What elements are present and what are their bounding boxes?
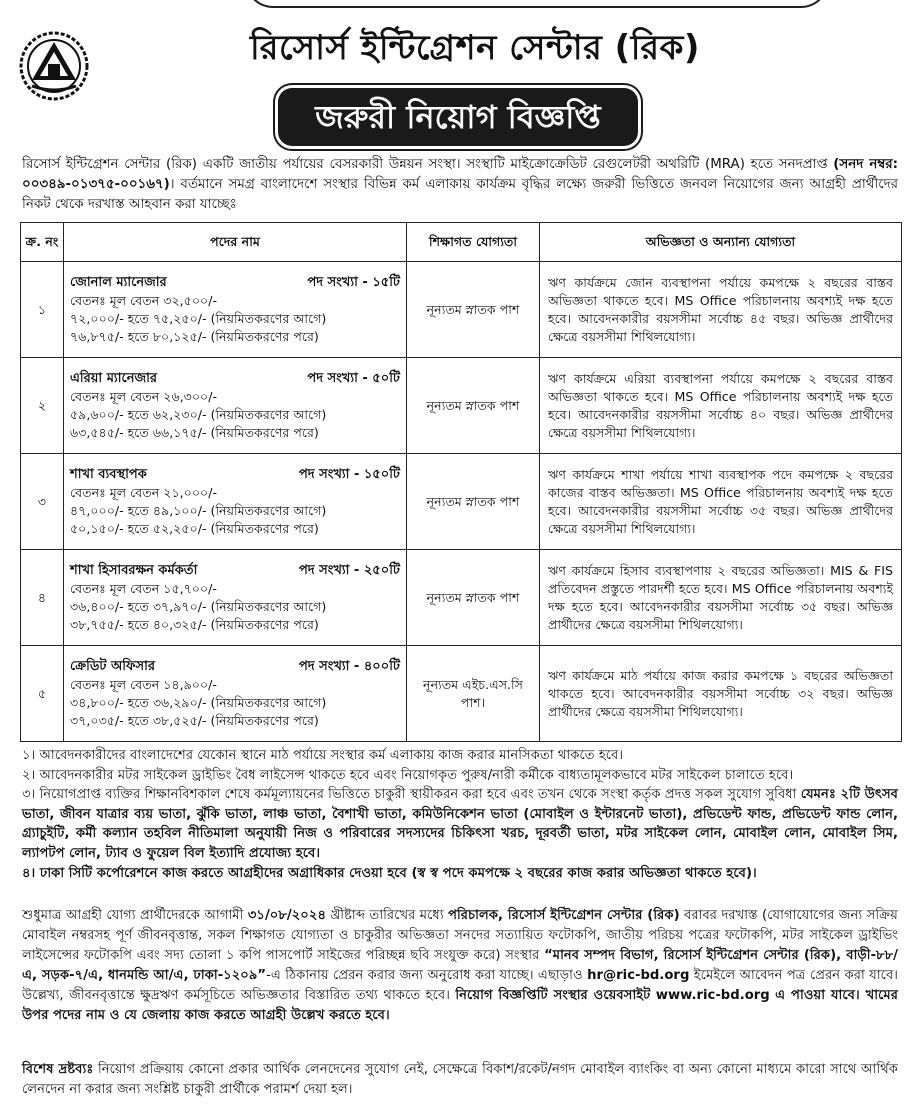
recipient: পরিচালক, রিসোর্স ইন্টিগ্রেশন সেন্টার (রিক) <box>448 908 680 923</box>
row-experience: ঋণ কার্যক্রমে শাখা পর্যায়ে শাখা ব্যবস্থাপক পদে কমপক্ষে ২ বছরের কাজের বাস্তব অভিজ্ঞতা। MS Office পরিচালনায় অবশ্যই দক্ষ হতে হবে। আবেদনকারীর বয়সসীমা সর্বোচ্চ ৩৫ বছর। অভিজ্ঞ প্রার্থীদের ক্ষেত্রে বয়সসীমা শিথিলযোগ্য। <box>540 454 902 550</box>
row-experience: ঋণ কার্যক্রমে এরিয়া ব্যবস্থাপনা পর্যায়ে কমপক্ষে ২ বছরের বাস্তব অভিজ্ঞতা থাকতে হবে। MS Office পরিচালনায় অবশ্যই দক্ষ হতে হবে। আবেদনকারীর বয়সসীমা সর্বোচ্চ ৪০ বছর। অভিজ্ঞ প্রার্থীদের ক্ষেত্রে বয়সসীমা শিথিলযোগ্য। <box>540 358 902 454</box>
row-education: নূন্যতম স্নাতক পাশ <box>407 550 540 646</box>
registration-number: (সনদ নম্বর: ০০৩৪৯-০১৩৭৫-০০১৬৭) <box>22 157 898 192</box>
row-serial: ৫ <box>21 646 64 742</box>
apply-text-bold: নিয়োগ বিজ্ঞপ্তিটি সংস্থার ওয়েবসাইট <box>455 988 651 1003</box>
apply-text: ইমেইলে আবেদন পত্র প্রেরন করা যাবে। উল্লেখ্য, জীবনবৃত্তান্তে ক্ষুদ্রঋণ কর্মসূচিতে অভিজ্ঞতার বিস্তারিত তথ্য থাকতে হবে। <box>22 968 898 1003</box>
post-count: পদ সংখ্যা - ৪০০টি <box>298 658 400 674</box>
row-experience: ঋণ কার্যক্রমে মাঠ পর্যায়ে কাজ করার কমপক্ষে ১ বছরের অভিজ্ঞতা থাকতে হবে। আবেদনকারীর বয়সসীমা সর্বোচ্চ ৩২ বছর। অভিজ্ঞ প্রার্থীদের ক্ষেত্রে বয়সসীমা শিথিলযোগ্য। <box>540 646 902 742</box>
condition-3-text: ৩। নিয়োগপ্রাপ্ত ব্যক্তির শিক্ষানবিশকাল শেষে কর্মমূল্যায়নের ভিত্তিতে চাকুরী স্থায়ীকরন করা হবে এবং তখন থেকে সংস্থা কর্তৃক প্রদত্ত সকল সুযোগ সুবিধা <box>22 787 797 803</box>
apply-text-bold: এ পাওয়া যাবে। খামের উপর পদের নাম ও যে জেলায় কাজ করতে আগ্রহী উল্লেখ করতে হবে। <box>22 988 898 1023</box>
special-note <box>22 1060 898 1100</box>
row-education: নূন্যতম এইচ.এস.সি পাশ। <box>407 646 540 742</box>
salary-before-regular: ৭২,০০০/- হতে ৭৫,২৫০/- (নিয়মিতকরণের আগে) <box>70 310 327 326</box>
row-serial: ৩ <box>21 454 64 550</box>
header-serial: ক্র. নং <box>21 223 64 262</box>
row-serial: ৪ <box>21 550 64 646</box>
organization-logo-icon <box>18 30 90 102</box>
post-count: পদ সংখ্যা - ১৫০টি <box>298 466 400 482</box>
header-education: শিক্ষাগত যোগ্যতা <box>407 223 540 262</box>
post-title: শাখা হিসাবরক্ষন কর্মকর্তা <box>70 562 198 578</box>
table-header-row <box>21 223 902 262</box>
apply-text: শুধুমাত্র আগ্রহী যোগ্য প্রার্থীদেরকে আগামী <box>22 908 244 923</box>
salary-before-regular: ৩৪,৮০০/- হতে ৩৬,২৯০/- (নিয়মিতকরণের আগে) <box>70 694 327 710</box>
job-positions-table <box>20 222 902 742</box>
row-post-cell <box>64 454 407 550</box>
application-instructions <box>22 906 898 1026</box>
email-address[interactable]: hr@ric-bd.org <box>587 968 690 983</box>
row-post-cell <box>64 646 407 742</box>
salary-before-regular: ৩৬,৪০০/- হতে ৩৭,৯৭০/- (নিয়মিতকরণের আগে) <box>70 598 327 614</box>
post-title: এরিয়া ম্যানেজার <box>70 370 158 386</box>
condition-item: ১। আবেদনকারীদের বাংলাদেশের যেকোন স্থানে মাঠ পর্যায়ে সংস্থার কর্ম এলাকায় কাজ করার মানসিকতা থাকতে হবে। <box>22 748 624 763</box>
apply-text: -এ ঠিকানায় প্রেরন করার জন্য অনুরোধ করা যাচ্ছে। এছাড়াও <box>266 968 583 983</box>
post-title: ক্রেডিট অফিসার <box>70 658 156 674</box>
intro-text-2: । বর্তমানে সমগ্র বাংলাদেশে সংস্থার বিভিন্ন কর্ম এলাকায় কার্যক্রম বৃদ্ধির লক্ষ্যে জরুরী ভিত্তিতে জনবল নিয়োগের জন্য আগ্রহী প্রার্থীদের নিকট থেকে দরখাস্ত আহবান করা যাচ্ছেঃ <box>22 177 898 212</box>
table-row <box>21 646 902 742</box>
apply-text: বরাবর দরখাস্ত (যোগাযোগের জন্য সক্রিয় মোবাইল নম্বরসহ পূর্ণ জীবনবৃত্তান্ত, সকল শিক্ষাগত যোগ্যতা ও চাকুরীর অভিজ্ঞতা সনদের সত্যায়িত ফটোকপি, জাতীয় পরিচয় পত্রের ফটোকপি, মটর সাইকেল ড্রাইভিং লাইসেন্সের ফটোকপি এবং সদ্য তোলা ১ কপি পাসপোর্ট সাইজের পরিচ্ছন্ন ছবি সংযুক্ত করে) সংস্থার <box>22 908 898 963</box>
deadline-date: ৩১/০৮/২০২৪ <box>247 908 327 923</box>
salary-after-regular: ৬৩,৫৪৫/- হতে ৬৬,১৭৫/- (নিয়মিতকরণের পরে) <box>70 424 319 440</box>
salary-before-regular: ৪৭,০০০/- হতে ৪৯,১০০/- (নিয়মিতকরণের আগে) <box>70 502 327 518</box>
row-post-cell <box>64 262 407 358</box>
benefits-list: যেমনঃ ২টি উৎসব ভাতা, জীবন যাত্রার ব্যয় ভাতা, ঝুঁকি ভাতা, লাঞ্চ ভাতা, বৈশাখী ভাতা, কমিউনিকেশন ভাতা (মোবাইল ও ইন্টারনেট ভাতা), প্রভিডেন্ট ফান্ড, প্রভিডেন্ট ফান্ড লোন, গ্র্যাচুইটি, কর্মী কল্যান তহবিল নীতিমালা অনুযায়ী নিজ ও পরিবারের সদস্যদের চিকিৎসা খরচ, দূরবর্তী ভাতা, মটর সাইকেল লোন, মোবাইল লোন, মোবাইল সিম, ল্যাপটপ লোন, ট্যাব ও ফুয়েল বিল ইত্যাদি প্রযোজ্য হবে। <box>22 787 898 861</box>
table-row <box>21 550 902 646</box>
post-count: পদ সংখ্যা - ১৫টি <box>307 274 400 290</box>
row-post-cell <box>64 358 407 454</box>
conditions-list <box>22 746 898 883</box>
condition-item: ৪। ঢাকা সিটি কর্পোরেশনে কাজ করতে আগ্রহীদের অগ্রাধিকার দেওয়া হবে (স্ব স্ব পদে কমপক্ষে ২ বছরের কাজ করার অভিজ্ঞতা থাকতে হবে)। <box>22 865 757 881</box>
header-post: পদের নাম <box>64 223 407 262</box>
table-row <box>21 262 902 358</box>
row-experience: ঋণ কার্যক্রমে জোন ব্যবস্থাপনা পর্যায়ে কমপক্ষে ২ বছরের বাস্তব অভিজ্ঞতা থাকতে হবে। MS Office পরিচালনায় অবশ্যই দক্ষ হতে হবে। আবেদনকারীর বয়সসীমা সর্বোচ্চ ৪৫ বছর। অভিজ্ঞ প্রার্থীদের ক্ষেত্রে বয়সসীমা শিথিলযোগ্য। <box>540 262 902 358</box>
row-education: নূন্যতম স্নাতক পাশ <box>407 454 540 550</box>
row-serial: ১ <box>21 262 64 358</box>
table-row <box>21 358 902 454</box>
salary-basic: বেতনঃ মূল বেতন ৩২,৫০০/- <box>70 292 217 308</box>
condition-item: ২। আবেদনকারীর মটর সাইকেল ড্রাইভিং বৈধ লাইসেন্স থাকতে হবে এবং নিয়োগকৃত পুরুষ/নারী কর্মীকে বাধ্যতামূলকভাবে মটর সাইকেল চালাতে হবে। <box>22 767 794 783</box>
salary-after-regular: ৫০,১৫০/- হতে ৫২,২৫০/- (নিয়মিতকরণের পরে) <box>70 520 319 536</box>
mailing-address: “মানব সম্পদ বিভাগ, রিসোর্স ইন্টিগ্রেশন সেন্টার (রিক), বাড়ী-৮৮/এ, সড়ক-৭/এ, ধানমন্ডি আ/এ, ঢাকা-১২০৯” <box>22 948 898 983</box>
post-count: পদ সংখ্যা - ২৫০টি <box>298 562 400 578</box>
row-experience: ঋণ কার্যক্রমে হিসাব ব্যবস্থাপণায় ২ বছরের অভিজ্ঞতা। MIS & FIS প্রতিবেদন প্রস্তুতে পারদর্শী হতে হবে। MS Office পরিচালনায় অবশ্যই দক্ষ হতে হবে। আবেদনকারীর বয়সসীমা সর্বোচ্চ ৩৫ বছর। অভিজ্ঞ প্রার্থীদের ক্ষেত্রে বয়সসীমা শিথিলযোগ্য। <box>540 550 902 646</box>
special-note-text: নিয়োগ প্রক্রিয়ায় কোনো প্রকার আর্থিক লেনদেনের সুযোগ নেই, সেক্ষেত্রে বিকাশ/রকেট/নগদ মোবাইল ব্যাংকিং বা অন্য কোনো মাধ্যমে কারো সাথে আর্থিক লেনদেন না করার জন্য সংশ্লিষ্ট চাকুরী প্রার্থীকে পরামর্শ দেয়া হল। <box>22 1062 898 1097</box>
salary-basic: বেতনঃ মূল বেতন ১৫,৭০০/- <box>70 580 217 596</box>
header-experience: অভিজ্ঞতা ও অন্যান্য যোগ্যতা <box>540 223 902 262</box>
salary-basic: বেতনঃ মূল বেতন ২৬,৩০০/- <box>70 388 218 404</box>
condition-item <box>22 785 898 863</box>
apply-text: খ্রীষ্টাব্দ তারিখের মধ্যে <box>330 908 444 923</box>
intro-paragraph <box>22 155 898 215</box>
special-note-label: বিশেষ দ্রষ্টব্যঃ <box>22 1062 94 1077</box>
website-link[interactable]: www.ric-bd.org <box>655 988 770 1003</box>
post-title: শাখা ব্যবস্থাপক <box>70 466 147 482</box>
row-education: নূন্যতম স্নাতক পাশ <box>407 262 540 358</box>
notice-banner: জরুরী নিয়োগ বিজ্ঞপ্তি <box>278 88 638 146</box>
row-post-cell <box>64 550 407 646</box>
organization-title: রিসোর্স ইন্টিগ্রেশন সেন্টার (রিক) <box>250 28 700 68</box>
post-count: পদ সংখ্যা - ৫০টি <box>307 370 400 386</box>
row-serial: ২ <box>21 358 64 454</box>
salary-before-regular: ৫৯,৬০০/- হতে ৬২,২৩০/- (নিয়মিতকরণের আগে) <box>70 406 327 422</box>
top-decorative-frame <box>245 0 829 8</box>
row-education: নূন্যতম স্নাতক পাশ <box>407 358 540 454</box>
salary-after-regular: ৭৬,৮৭৫/- হতে ৮০,১২৫/- (নিয়মিতকরণের পরে) <box>70 328 319 344</box>
salary-basic: বেতনঃ মূল বেতন ১৪,৯০০/- <box>70 676 217 692</box>
salary-after-regular: ৩৭,০৩৫/- হতে ৩৮,৫২৫/- (নিয়মিতকরণের পরে) <box>70 712 319 728</box>
salary-after-regular: ৩৮,৭৫৫/- হতে ৪০,৩২৫/- (নিয়মিতকরণের পরে) <box>70 616 319 632</box>
salary-basic: বেতনঃ মূল বেতন ২১,০০০/- <box>70 484 217 500</box>
post-title: জোনাল ম্যানেজার <box>70 274 167 290</box>
intro-text-1: রিসোর্স ইন্টিগ্রেশন সেন্টার (রিক) একটি জাতীয় পর্যায়ের বেসরকারী উন্নয়ন সংস্থা। সংস্থাটি মাইক্রোক্রেডিট রেগুলেটরী অথরিটি (MRA) হতে সনদপ্রাপ্ত <box>22 157 828 172</box>
table-row <box>21 454 902 550</box>
